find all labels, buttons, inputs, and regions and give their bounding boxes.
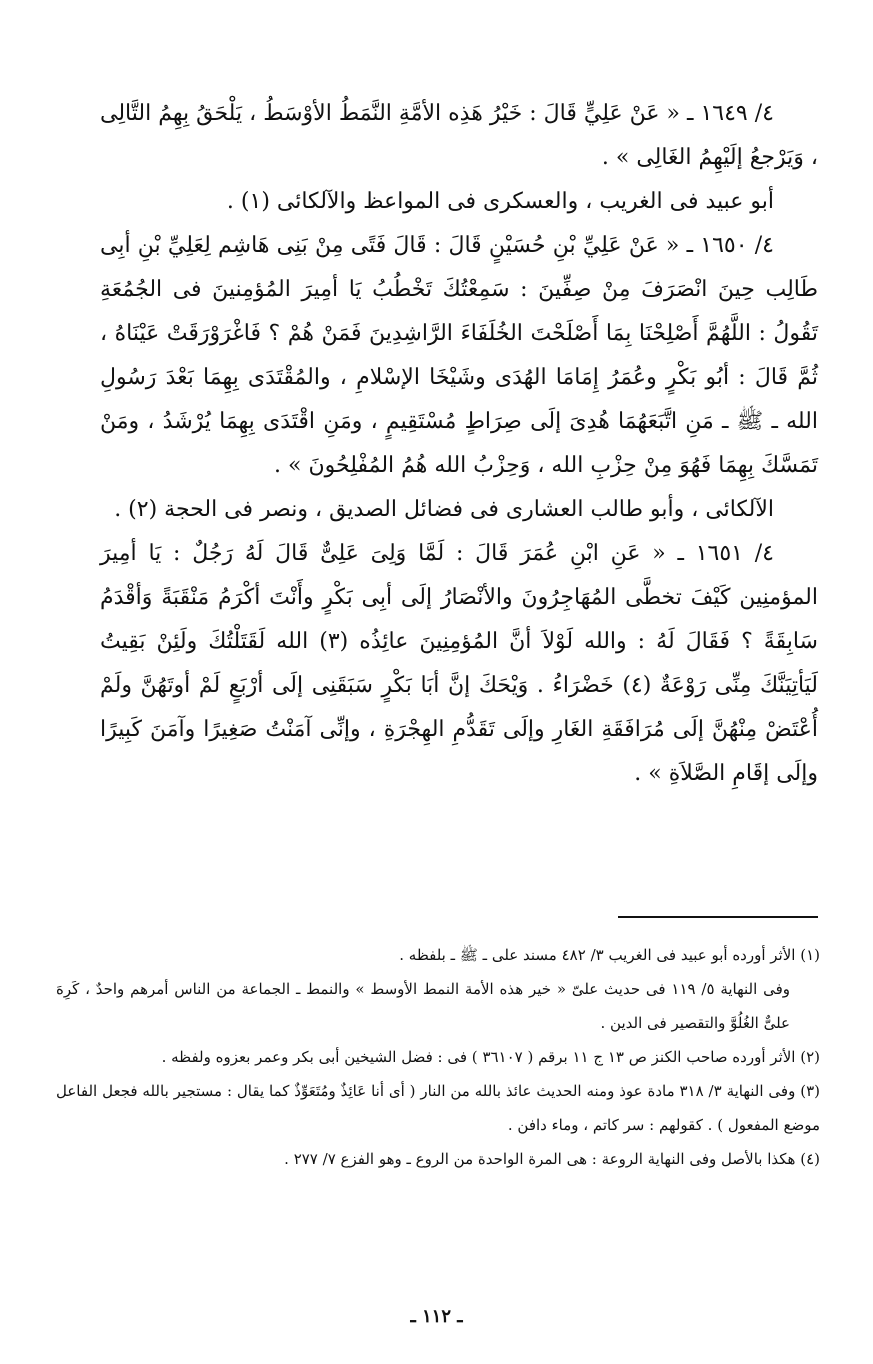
footnotes bbox=[56, 938, 820, 1176]
footnote-1: (١) الأثر أورده أبو عبيد فى الغريب ٣/ ٤٨٢ مسند على ـ ﷺ ـ بلفظه . bbox=[399, 946, 820, 964]
hadith-entry-1651: ٤/ ١٦٥١ ـ « عَنِ ابْنِ عُمَرَ قَالَ : لَمَّا وَلِىَ عَلِىٌّ قَالَ لَهُ رَجُلٌ : يَا أمِيرَ المؤمنِين كَيْفَ تخطَّى المُهَاجِرُونَ والأنْصَارُ إلَى أبِى بَكْرٍ وأَنْتَ أكْرَمُ مَنْقَبَةً وَأقْدَمُ سَابِقَةً ؟ فَقَالَ لَهُ : والله لَوْلاَ أنَّ المُؤمِنِينَ عائِذُه (٣) الله لَقَتَلْتُكَ ولَئِنْ بَقِيتُ لَيَأتِيَنَّكَ مِنِّى رَوْعَةٌ (٤) خَضْرَاءُ . وَيْحَكَ إنَّ أبَا بَكْرٍ سَبَقَنِى إلَى أرْبَعٍ لَمْ أوتَهُنَّ ولَمْ أُعْتَضْ مِنْهُنَّ إلَى مُرَافَقَةِ الغَارِ وإلَى تَقَدُّمِ الهِجْرَةِ ، وإنِّى آمَنْتُ صَغِيرًا وآمَنَ كَبِيرًا وإلَى إقَامِ الصَّلاَةِ » . bbox=[100, 541, 818, 786]
footnote-3: (٣) وفى النهاية ٣/ ٣١٨ مادة عوذ ومنه الحديث عائذ بالله من النار ( أى أنا عَائِذٌ ومُتَعَوِّذٌ كما يقال : مستجير بالله فجعل الفاعل موضع المفعول ) . كقولهم : سر كاتم ، وماء دافن . bbox=[56, 1082, 821, 1134]
footnote-separator bbox=[618, 916, 818, 918]
footnote-4: (٤) هكذا بالأصل وفى النهاية الروعة : هى المرة الواحدة من الروع ـ وهو الفزع ٧/ ٢٧٧ . bbox=[284, 1150, 820, 1168]
source-line-1650: الآلكائى ، وأبو طالب العشارى فى فضائل الصديق ، ونصر فى الحجة (٢) . bbox=[114, 497, 774, 522]
footnote-1-continuation: وفى النهاية ٥/ ١١٩ فى حديث علىّ « خير هذه الأمة النمط الأوسط » والنمط ـ الجماعة من الناس أمرهم واحدٌ ، كَرِهَ علىٌّ الغُلُوَّ والتقصير فى الدين . bbox=[56, 980, 791, 1032]
source-line-1649: أبو عبيد فى الغريب ، والعسكرى فى المواعظ والآلكائى (١) . bbox=[226, 189, 774, 214]
hadith-entry-1650: ٤/ ١٦٥٠ ـ « عَنْ عَلِيِّ بْنِ حُسَيْنٍ قَالَ : قَالَ فَتًى مِنْ بَنِى هَاشِم لِعَلِيِّ بْنِ أبِى طَالِب حِينَ انْصَرَفَ مِنْ صِفِّينَ : سَمِعْتُكَ تَخْطُبُ يَا أمِيرَ المُؤمِنينَ فى الجُمُعَةِ تَقُولُ : اللَّهُمَّ أَصْلِحْنَا بِمَا أَصْلَحْتَ الخُلَفَاءَ الرَّاشِدِينَ فَمَنْ هُمْ ؟ فَاغْرَوْرَقَتْ عَيْنَاهُ ، ثُمَّ قَالَ : أبُو بَكْرٍ وعُمَرُ إِمَامَا الهُدَى وشَيْخَا الإسْلامِ ، والمُقْتَدَى بِهِمَا بَعْدَ رَسُولِ الله ـ ﷺ ـ مَنِ اتَّبَعَهُمَا هُدِىَ إلَى صِرَاطٍ مُسْتَقِيمٍ ، ومَنِ اقْتَدَى بِهِمَا يُرْشَدُ ، ومَنْ تَمَسَّكَ بِهِمَا فَهُوَ مِنْ حِزْبِ الله ، وَحِزْبُ الله هُمُ المُفْلِحُونَ » . bbox=[100, 233, 819, 478]
main-text bbox=[100, 92, 818, 796]
hadith-entry-1649: ٤/ ١٦٤٩ ـ « عَنْ عَلِيٍّ قَالَ : خَيْرُ هَذِه الأمَّةِ النَّمَطُ الأوْسَطُ ، يَلْحَقُ بِهِمُ التَّالِى ، وَيَرْجعُ إلَيْهِمُ الغَالِى » . bbox=[100, 101, 818, 170]
footnote-2: (٢) الأثر أورده صاحب الكنز ص ١٣ ج ١١ برقم ( ٣٦١٠٧ ) فى : فضل الشيخين أبى بكر وعمر بعزوه ولفظه . bbox=[161, 1048, 820, 1066]
page-number: ـ ١١٢ ـ bbox=[410, 1306, 463, 1327]
